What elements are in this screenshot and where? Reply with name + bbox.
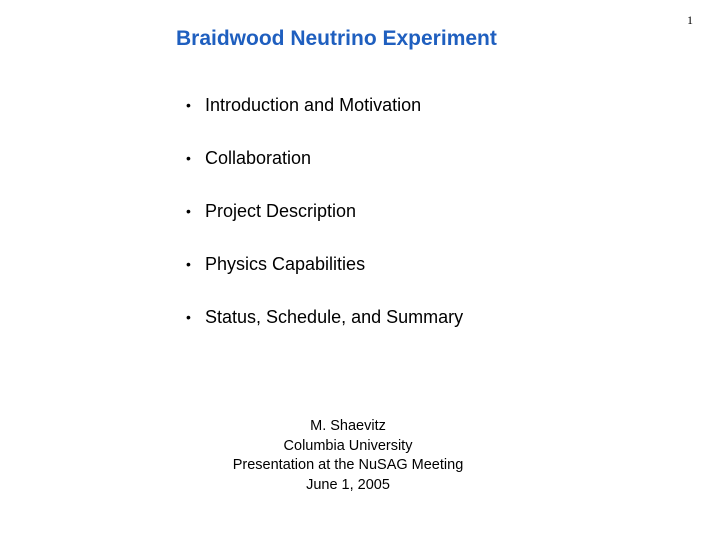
agenda-list [186,92,463,331]
agenda-item-label: Introduction and Motivation [205,95,422,115]
agenda-item-status-summary [186,304,463,331]
agenda-item-introduction [186,92,463,119]
presenter-credits [180,417,516,495]
presentation-date: June 1, 2005 [306,476,390,493]
slide-title: Braidwood Neutrino Experiment [176,27,497,50]
agenda-item-label: Project Description [205,201,357,221]
agenda-item-label: Status, Schedule, and Summary [205,307,464,327]
presenter-affiliation: Columbia University [283,437,413,454]
presenter-name: M. Shaevitz [310,418,386,434]
bullet-icon: • [186,97,191,113]
page-number: 1 [687,13,693,27]
agenda-item-physics-capabilities [186,251,463,278]
bullet-icon: • [186,203,191,219]
agenda-item-label: Physics Capabilities [205,254,366,274]
agenda-item-project-description [186,198,463,225]
agenda-item-collaboration [186,145,463,172]
bullet-icon: • [186,150,191,166]
bullet-icon: • [186,309,191,325]
bullet-icon: • [186,256,191,272]
agenda-item-label: Collaboration [205,148,312,168]
presentation-event: Presentation at the NuSAG Meeting [232,457,464,473]
